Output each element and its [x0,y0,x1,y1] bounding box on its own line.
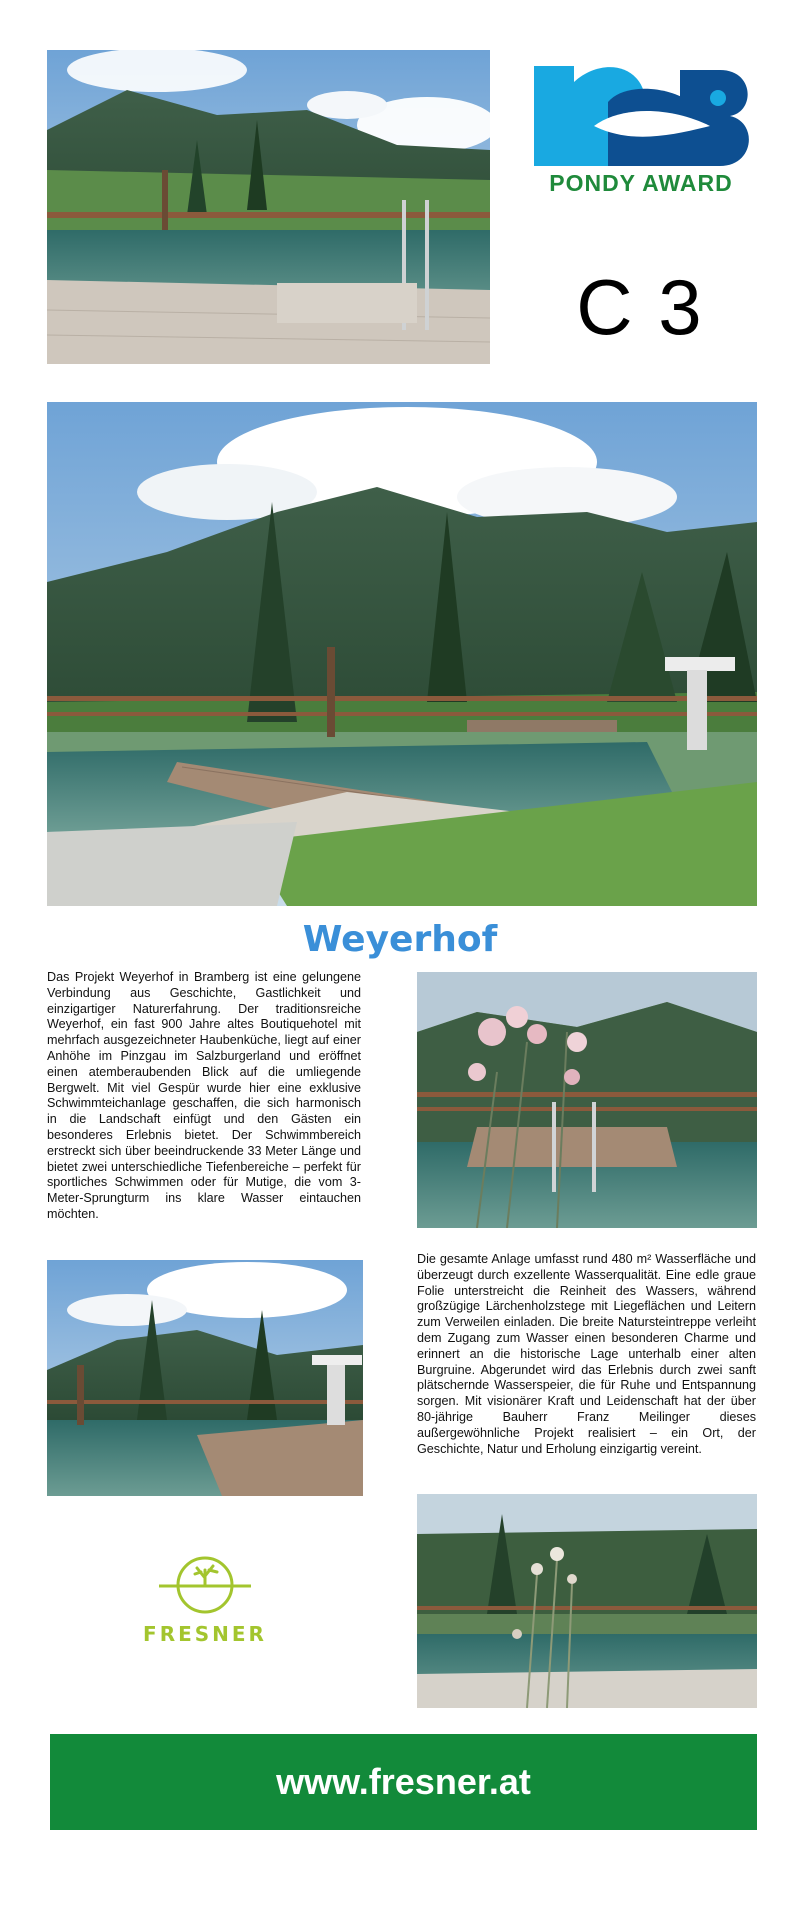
fresner-tree-icon [157,1552,253,1618]
flowers-and-ladder-photo [417,972,757,1228]
website-link[interactable]: www.fresner.at [276,1761,531,1802]
project-description-2: Die gesamte Anlage umfasst rund 480 m² Wasserfläche und überzeugt durch exzellente Wasserqualität. Eine edle graue Folie unterstreicht die Reinheit des Wassers, während großzügige Lärchenholzstege mit Liegeflächen und Leitern zum Verweilen einladen. Die breite Natursteintreppe verleiht dem Zugang zum Wasser einen besonderen Charme und erinnert an die historische Lage unterhalb einer alten Burgruine. Abgerundet wird das Erlebnis durch zwei sanft plätschernde Wasserspeier, die für Ruhe und Entspannung sorgen. Mit visionärer Kraft und Leidenschaft hat der über 80-jährige Bauherr Franz Meilinger dieses außergewöhnliche Projekt realisiert – ein Ort, der Geschichte, Natur und Erholung einzigartig vereint. [417,1252,756,1456]
pond-and-diving-tower-photo [47,1260,363,1496]
website-banner[interactable] [50,1734,757,1830]
pond-with-wooden-jetty-photo [47,402,757,906]
project-description-1: Das Projekt Weyerhof in Bramberg ist eine gelungene Verbindung aus Geschichte, Gastlichkeit und einzigartiger Naturerfahrung. Der traditionsreiche Weyerhof, ein fast 900 Jahre altes Boutiquehotel mit mehrfach ausgezeichneter Haubenküche, liegt auf einer Anhöhe im Pinzgau im Salzburgerland und eröffnet einen atemberaubenden Blick auf die umliegende Bergwelt. Mit viel Gespür wurde hier eine exklusive Schwimmteichanlage geschaffen, die sich harmonisch in die Landschaft einfügt und den Gästen ein besonderes Erlebnis bietet. Der Schwimmbereich erstreckt sich über beeindruckende 33 Meter Länge und bietet zwei unterschiedliche Tiefenbereiche – perfekt für sportliches Schwimmen oder für Mutige, die vom 3-Meter-Sprungturm ins klare Wasser eintauchen möchten. [47,970,361,1221]
pondy-award-text: PONDY AWARD [549,170,733,196]
project-title: Weyerhof [302,919,498,960]
pool-with-sun-deck-photo [47,50,490,364]
fresner-name: FRESNER [143,1622,267,1646]
pondy-award-logo [530,62,752,202]
pondy-award-emblem-icon [530,62,752,170]
reeds-and-pond-photo [417,1494,757,1708]
fresner-logo [138,1552,272,1662]
entry-code: C 3 [576,263,704,351]
